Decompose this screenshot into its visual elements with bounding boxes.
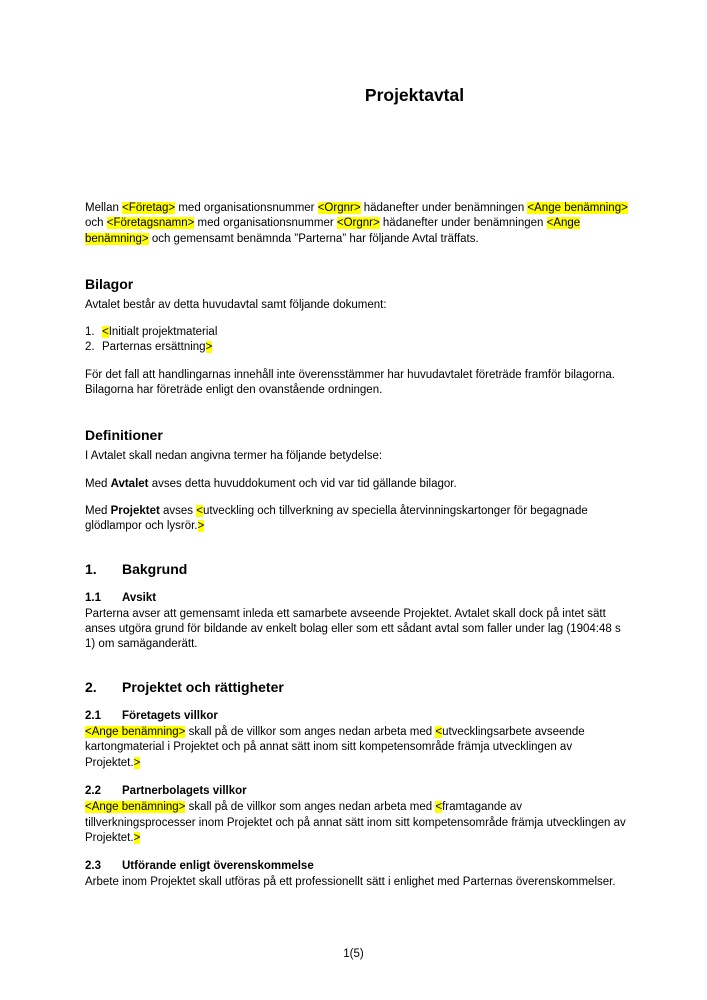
attachments-list <box>85 325 630 356</box>
placeholder-highlight: <Orgnr> <box>336 217 380 230</box>
placeholder-highlight: > <box>133 831 141 844</box>
text-run: med organisationsnummer <box>194 217 337 230</box>
heading-number: 1.1 <box>85 591 101 604</box>
heading-text: Projektet och rättigheter <box>122 678 284 695</box>
text-run: Mellan <box>85 202 123 214</box>
numbered-heading <box>85 679 630 696</box>
heading-number: 1. <box>85 560 97 577</box>
list-item <box>85 340 630 355</box>
heading-text: Avsikt <box>122 591 157 604</box>
placeholder-highlight: <Företag> <box>122 202 176 214</box>
text-run: Avtalet består av detta huvudavtal samt följande dokument: <box>85 298 387 311</box>
paragraph <box>85 607 630 653</box>
sub-heading <box>85 709 630 724</box>
heading-text: Bakgrund <box>122 560 188 577</box>
page-number: 1(5) <box>343 948 364 960</box>
sub-heading <box>85 859 630 874</box>
placeholder-highlight: > <box>205 341 213 354</box>
text-run: hädanefter under benämningen <box>379 217 547 230</box>
text-run: och gemensamt benämnda ”Parterna” har följande Avtal träffats. <box>148 232 479 245</box>
document-title: Projektavtal <box>364 85 465 105</box>
paragraph <box>85 504 630 535</box>
placeholder-highlight: < <box>102 326 109 339</box>
list-item <box>85 325 630 340</box>
heading-text: Partnerbolagets villkor <box>122 784 247 797</box>
text-run: avses detta huvuddokument och vid var tid gällande bilagor. <box>148 477 457 490</box>
text-run: hädanefter under benämningen <box>360 202 528 214</box>
text-run: skall på de villkor som anges nedan arbeta med <box>185 801 436 814</box>
text-run: Initialt projektmaterial <box>108 326 218 339</box>
placeholder-highlight: <Orgnr> <box>317 202 361 214</box>
placeholder-highlight: <Ange benämning> <box>85 801 186 814</box>
paragraph <box>85 477 630 492</box>
section-heading: Definitioner <box>85 427 163 444</box>
text-run: Med <box>85 477 111 490</box>
text-run: Med <box>85 504 111 517</box>
text-run: Parterna avser att gemensamt inleda ett samarbete avseende Projektet. Avtalet skall dock på intet sätt anses utgöra grund för bildande av enkelt bolag eller som ett sådant avtal som faller under lag (1904:48 s 1) om samäganderätt. <box>85 607 621 651</box>
paragraph <box>85 449 630 464</box>
text-run: skall på de villkor som anges nedan arbeta med <box>185 726 436 739</box>
placeholder-highlight: <Ange benämning> <box>85 217 581 245</box>
text-run: För det fall att handlingarnas innehåll inte överensstämmer har huvudavtalet företräde framför bilagorna. Bilagorna har företräde enligt den ovanstående ordningen. <box>85 368 615 397</box>
paragraph <box>85 298 630 313</box>
sub-heading <box>85 784 630 799</box>
bold-term: Avtalet <box>110 477 149 490</box>
text-run: framtagande av tillverkningsprocesser inom Projektet och på annat sätt inom sitt kompetensområde främja utvecklingen av Projektet. <box>85 801 626 844</box>
heading-text: Företagets villkor <box>122 709 218 722</box>
placeholder-highlight: < <box>435 726 443 739</box>
heading-number: 2.1 <box>85 709 101 722</box>
paragraph <box>85 875 630 890</box>
text-run: med organisationsnummer <box>175 202 318 214</box>
placeholder-highlight: <Ange benämning> <box>527 202 628 214</box>
list-number: 2. <box>85 341 95 354</box>
text-run: Arbete inom Projektet skall utföras på ett professionellt sätt i enlighet med Parternas överenskommelser. <box>85 876 616 889</box>
text-run: utveckling och tillverkning av speciella återvinningskartonger för begagnade glödlampor och lysrör. <box>85 504 588 533</box>
list-number: 1. <box>85 326 95 339</box>
paragraph <box>85 725 630 771</box>
text-run: Parternas ersättning <box>102 341 206 354</box>
placeholder-highlight: > <box>133 756 141 769</box>
paragraph <box>85 201 630 247</box>
placeholder-highlight: < <box>435 801 443 814</box>
placeholder-highlight: <Företagsnamn> <box>106 217 195 230</box>
paragraph <box>85 800 630 846</box>
numbered-heading <box>85 561 630 578</box>
heading-number: 2.2 <box>85 784 101 797</box>
heading-number: 2. <box>85 678 97 695</box>
text-run: och <box>85 217 107 230</box>
bold-term: Projektet <box>110 504 160 517</box>
heading-number: 2.3 <box>85 860 101 873</box>
text-run: utvecklingsarbete avseende kartongmaterial i Projektet och på annat sätt inom sitt kompetensområde främja utvecklingen av Projektet. <box>85 726 585 769</box>
heading-text: Utförande enligt överenskommelse <box>122 860 314 873</box>
text-run: I Avtalet skall nedan angivna termer ha följande betydelse: <box>85 450 383 463</box>
placeholder-highlight: <Ange benämning> <box>85 726 186 739</box>
paragraph <box>85 368 630 399</box>
sub-heading <box>85 591 630 606</box>
text-run: avses <box>159 504 197 517</box>
document-body <box>85 189 630 891</box>
placeholder-highlight: > <box>197 520 205 533</box>
placeholder-highlight: < <box>196 504 203 517</box>
section-heading: Bilagor <box>85 275 134 292</box>
